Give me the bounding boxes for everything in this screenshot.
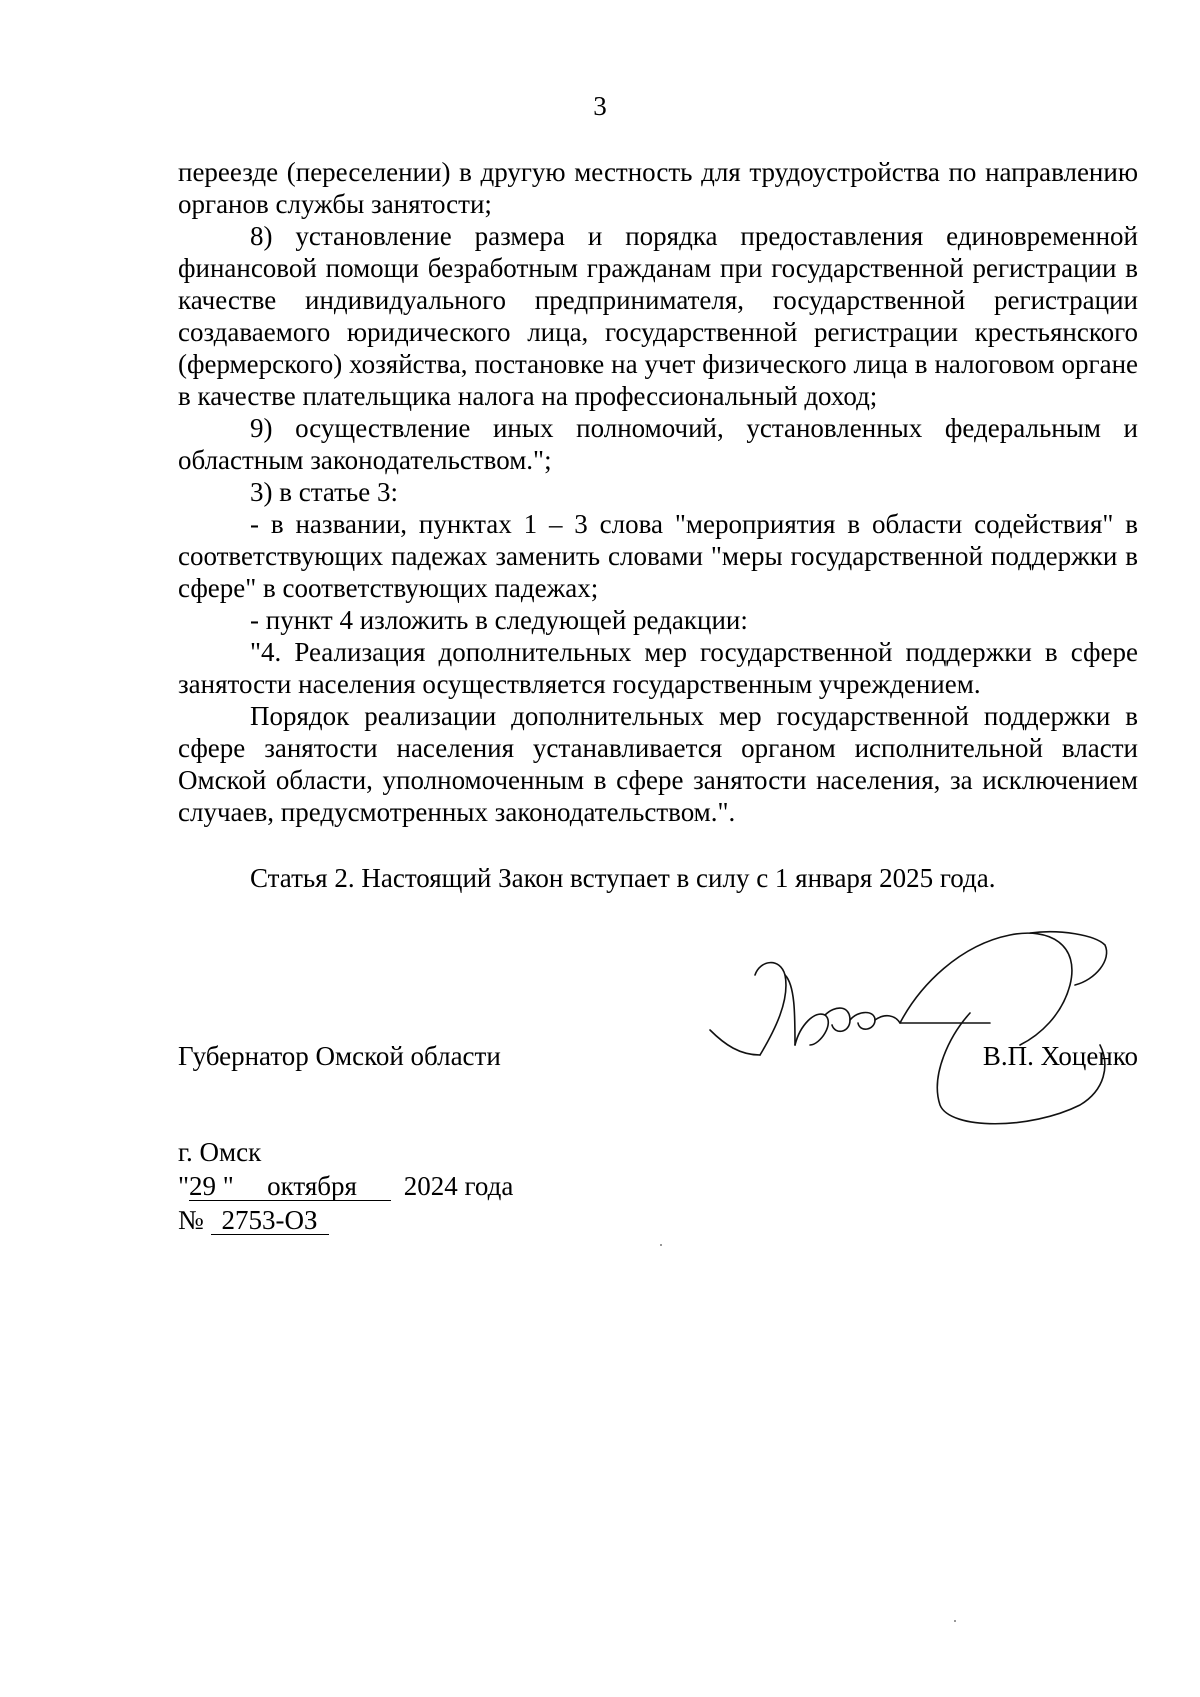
law-number: 2753-ОЗ [211,1206,329,1235]
city: г. Омск [178,1137,262,1167]
body-text [178,156,1138,894]
governor-title: Губернатор Омской области [178,1041,501,1071]
place-date-number [178,1136,698,1238]
paragraph: Порядок реализации дополнительных мер государственной поддержки в сфере занятости населения устанавливается органом исполнительной власти Омской области, уполномоченным в сфере занятости населения, за исключением случаев, предусмотренных законодательством.". [178,701,1138,827]
page-number: 3 [593,91,607,121]
paragraph: "4. Реализация дополнительных мер государственной поддержки в сфере занятости населения осуществляется государственным учреждением. [178,637,1138,699]
article-2: Статья 2. Настоящий Закон вступает в силу с 1 января 2025 года. [250,863,996,893]
paragraph: 3) в статье 3: [250,477,398,507]
date-year: 2024 года [403,1171,514,1201]
signature-row [178,1040,1138,1080]
date-quote-open: " [178,1171,190,1201]
date-day: 29 " [189,1171,234,1201]
scan-speck [954,1620,956,1622]
governor-name: В.П. Хоценко [982,1041,1138,1071]
paragraph: - в названии, пунктах 1 – 3 слова "мероприятия в области содействия" в соответствующих падежах заменить словами "меры государственной поддержки в сфере" в соответствующих падежах; [178,509,1138,603]
paragraph: 8) установление размера и порядка предоставления единовременной финансовой помощи безработным гражданам при государственной регистрации в качестве индивидуального предпринимателя, государственной регистрации создаваемого юридического лица, государственной регистрации крестьянского (фермерского) хозяйства, постановке на учет физического лица в налоговом органе в качестве плательщика налога на профессиональный доход; [178,221,1138,411]
paragraph: - пункт 4 изложить в следующей редакции: [250,605,748,635]
date-line [178,1170,698,1204]
handwritten-signature-icon [700,905,1140,1135]
paragraph: переезде (переселении) в другую местность для трудоустройства по направлению органов службы занятости; [178,157,1138,219]
scan-speck [660,1244,662,1246]
date-month: октября [233,1172,391,1201]
paragraph: 9) осуществление иных полномочий, установленных федеральным и областным законодательством."; [178,413,1138,475]
number-prefix: № [178,1205,204,1235]
number-line [178,1204,698,1238]
